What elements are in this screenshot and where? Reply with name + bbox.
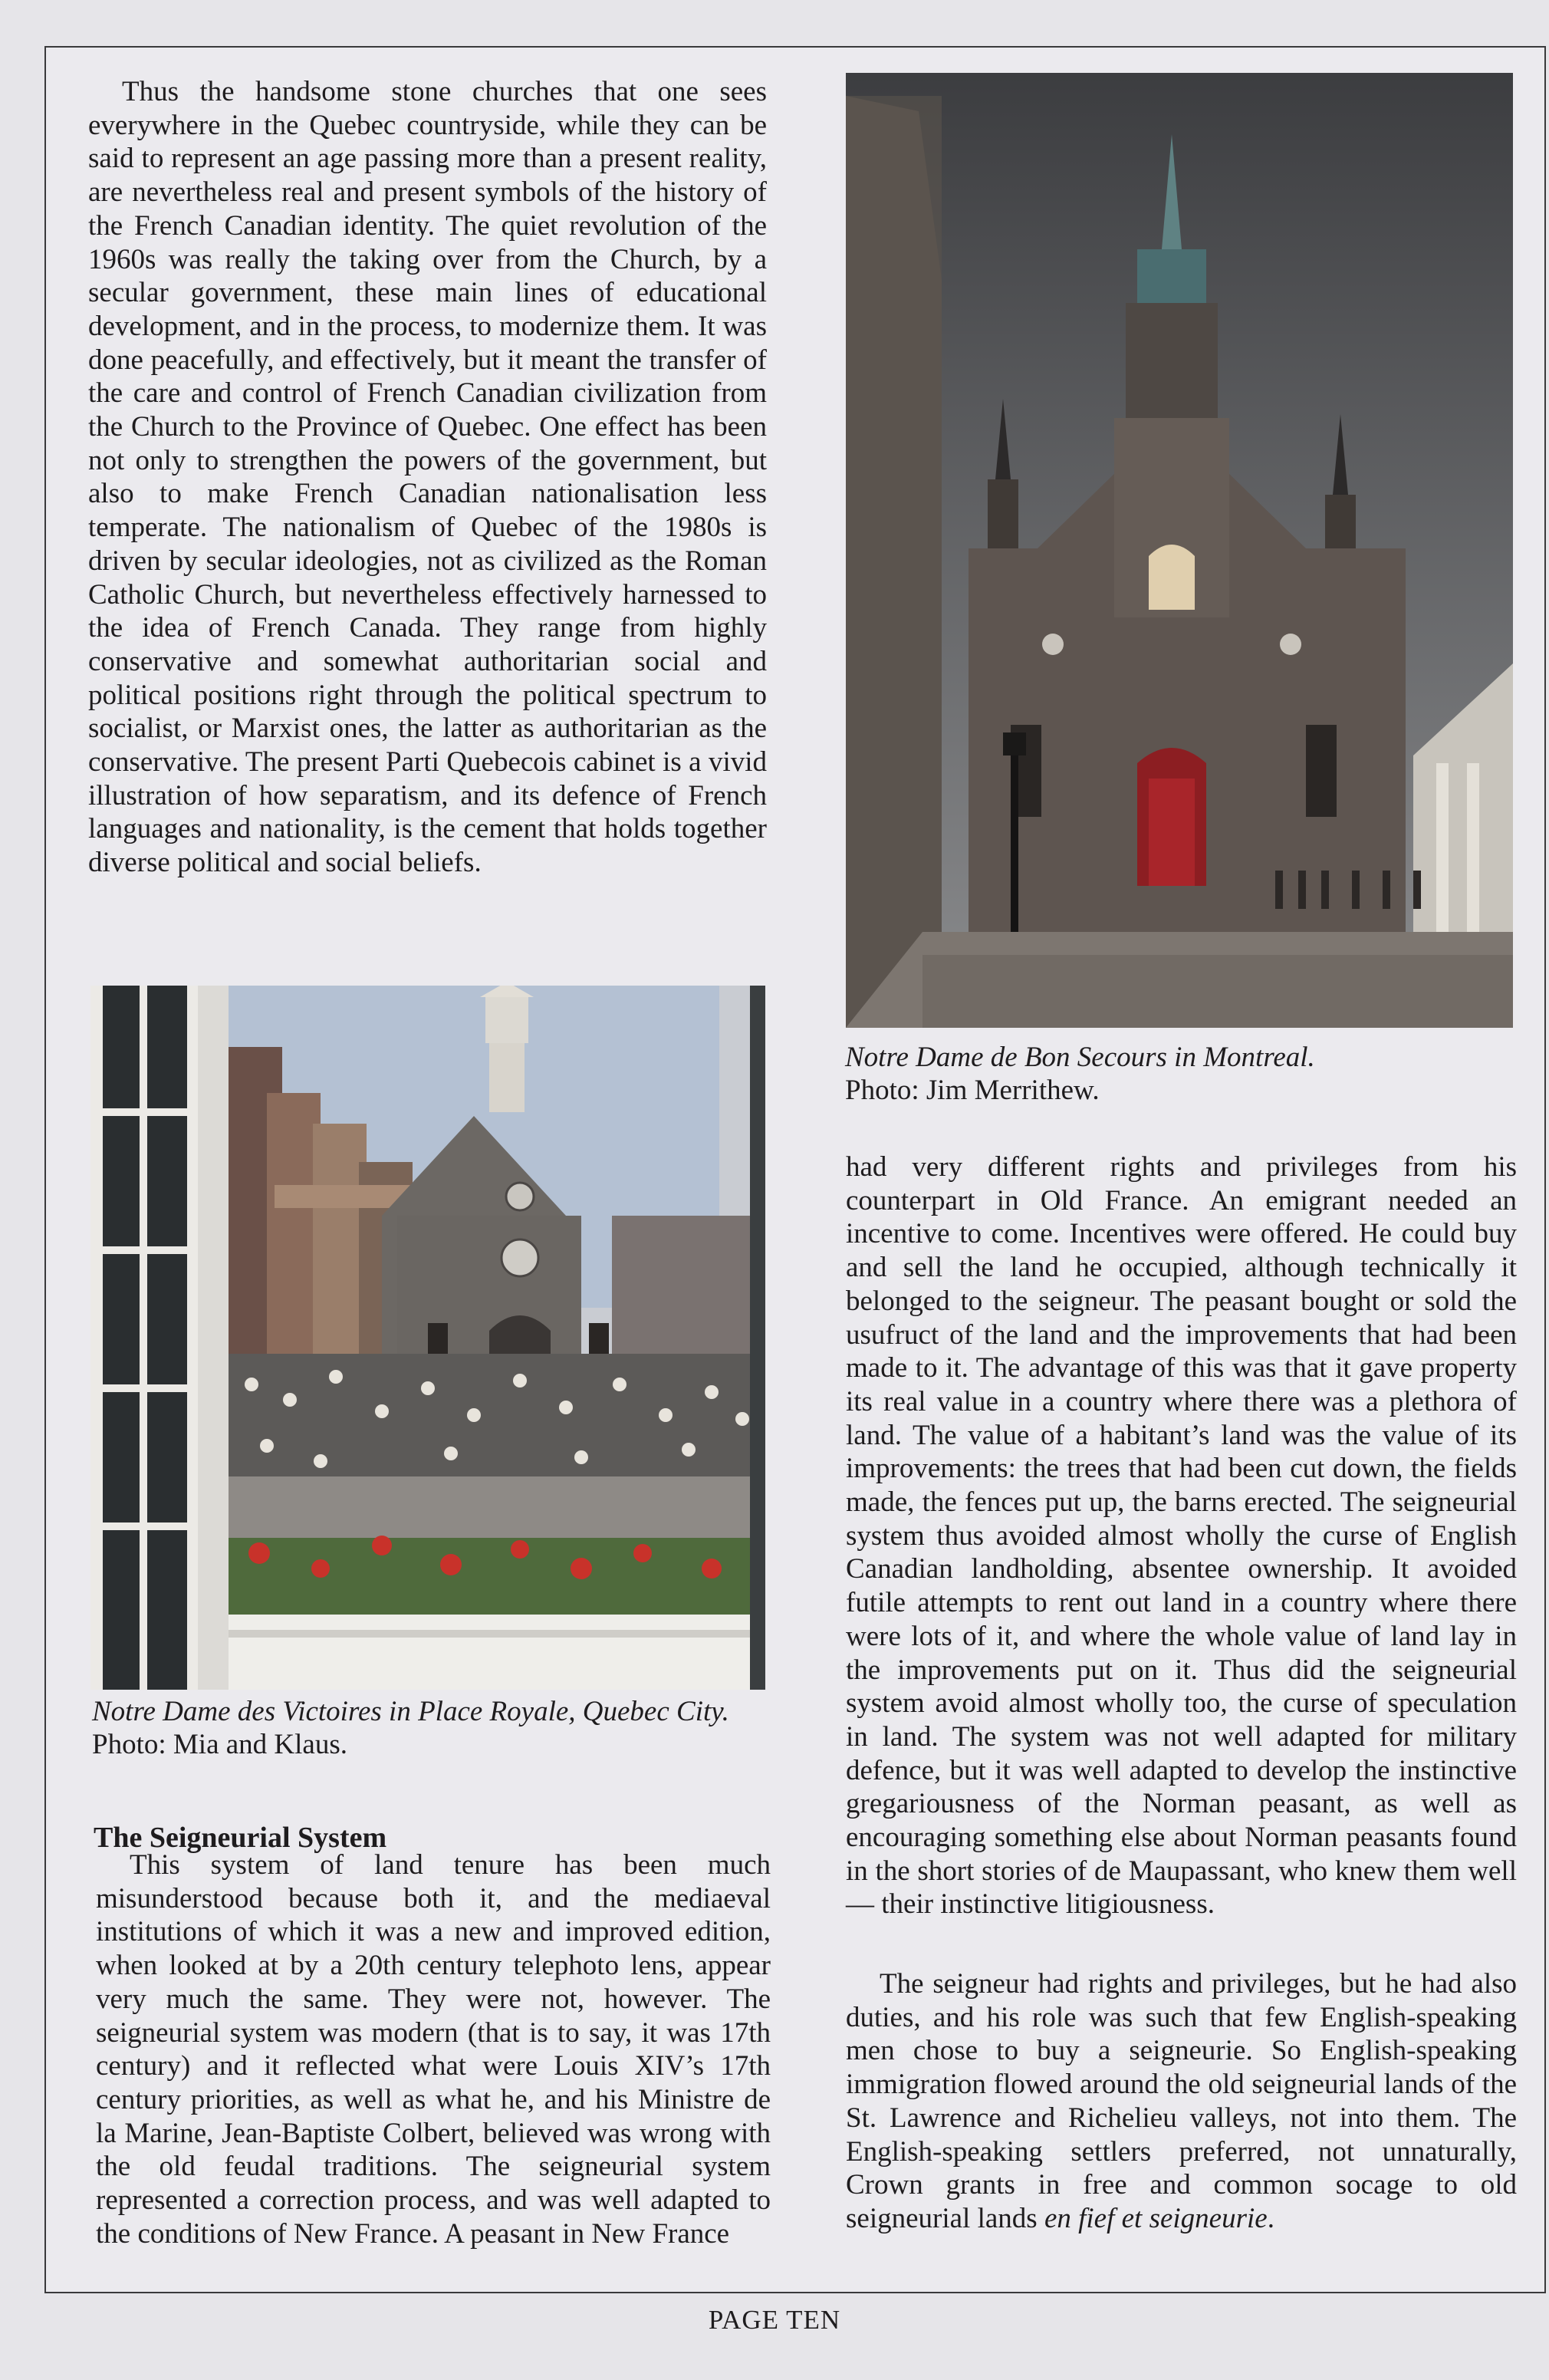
seigneurial-paragraph: This system of land tenure has been much misunderstood because both it, and the mediaeval institutions of which it was a new and improved edition, when looked at by a 20th century telephoto lens, appear very much the same. They were not, however. The seigneurial system was modern (that is to say, it was 17th century) and it reflected what were Louis XIV’s 17th century priorities, as well as what he, and his Ministre de la Marine, Jean-Baptiste Colbert, believed was wrong with the old feudal traditions. The seigneurial system represented a correction process, and was well adapted to the conditions of New France. A peasant in New France <box>96 1849 771 2250</box>
caption-notre-dame-des-victoires <box>92 1695 774 1761</box>
continued-paragraph: had very different rights and privileges from his counterpart in Old France. An emigrant needed an incentive to come. Incentives were offered. He could buy and sell the land he occupied, although technically it belonged to the seigneur. The peasant bought or sold the usufruct of the land and the improvements that had been made to it. The advantage of this was that it gave property its real value in a country where there was a plethora of land. The value of a habitant’s land was the value of its improvements: the trees that had been cut down, the fields made, the fences put up, the barns erected. The seigneurial system thus avoided almost wholly the curse of English Canadian landholding, absentee ownership. It avoided futile attempts to rent out land in a country where there were lots of it, and where the whole value of land lay in the improvements put on it. Thus did the seigneurial system avoid almost wholly too, the curse of speculation in land. The system was not well adapted for military defence, but it was well adapted to develop the instinctive gregariousness of the Norman peasant, as well as encouraging something else about Norman peasants found in the short stories of de Maupassant, who knew them well — their instinctive litigiousness. <box>846 1151 1517 1921</box>
photo-notre-dame-de-bon-secours <box>846 73 1513 1028</box>
page-number: PAGE TEN <box>708 2305 841 2335</box>
caption-credit: Photo: Jim Merrithew. <box>845 1075 1100 1106</box>
caption-title: Notre Dame de Bon Secours in Montreal. <box>845 1042 1315 1073</box>
photo-notre-dame-des-victoires <box>90 986 765 1690</box>
caption-notre-dame-de-bon-secours <box>845 1041 1512 1107</box>
caption-credit: Photo: Mia and Klaus. <box>92 1729 347 1760</box>
section-heading: The Seigneurial System <box>94 1822 387 1854</box>
italic-phrase: en fief et seigneurie <box>1044 2202 1268 2234</box>
caption-title: Notre Dame des Victoires in Place Royale, Quebec City. <box>92 1696 729 1727</box>
final-paragraph: The seigneur had rights and privileges, but he had also duties, and his role was such that few English-speaking men chose to buy a seigneurie. So English-speaking immigration flowed around the old seigneurial lands of the St. Lawrence and Richelieu valleys, not into them. The English-speaking settlers preferred, not unnaturally, Crown grants in free and common socage to old seigneurial lands en fief et seigneurie. <box>846 1968 1517 2234</box>
intro-paragraph: Thus the handsome stone churches that one sees everywhere in the Quebec countryside, while they can be said to represent an age passing more than a present reality, are nevertheless real and present symbols of the history of the French Canadian identity. The quiet revolution of the 1960s was really the taking over from the Church, by a secular government, these main lines of educational development, and in the process, to modernize them. It was done peacefully, and effectively, but it meant the transfer of the care and control of French Canadian civilization from the Church to the Province of Quebec. One effect has been not only to strengthen the powers of the government, but also to make French Canadian nationalisation less temperate. The nationalism of Quebec of the 1980s is driven by secular ideologies, not as civilized as the Roman Catholic Church, but nevertheless effectively harnessed to the idea of French Canada. They range from highly conservative and somewhat authoritarian social and political positions right through the political spectrum to socialist, or Marxist ones, the latter as authoritarian as the conservative. The present Parti Quebecois cabinet is a vivid illustration of how separatism, and its defence of French languages and nationality, is the cement that holds together diverse political and social beliefs. <box>88 76 767 879</box>
